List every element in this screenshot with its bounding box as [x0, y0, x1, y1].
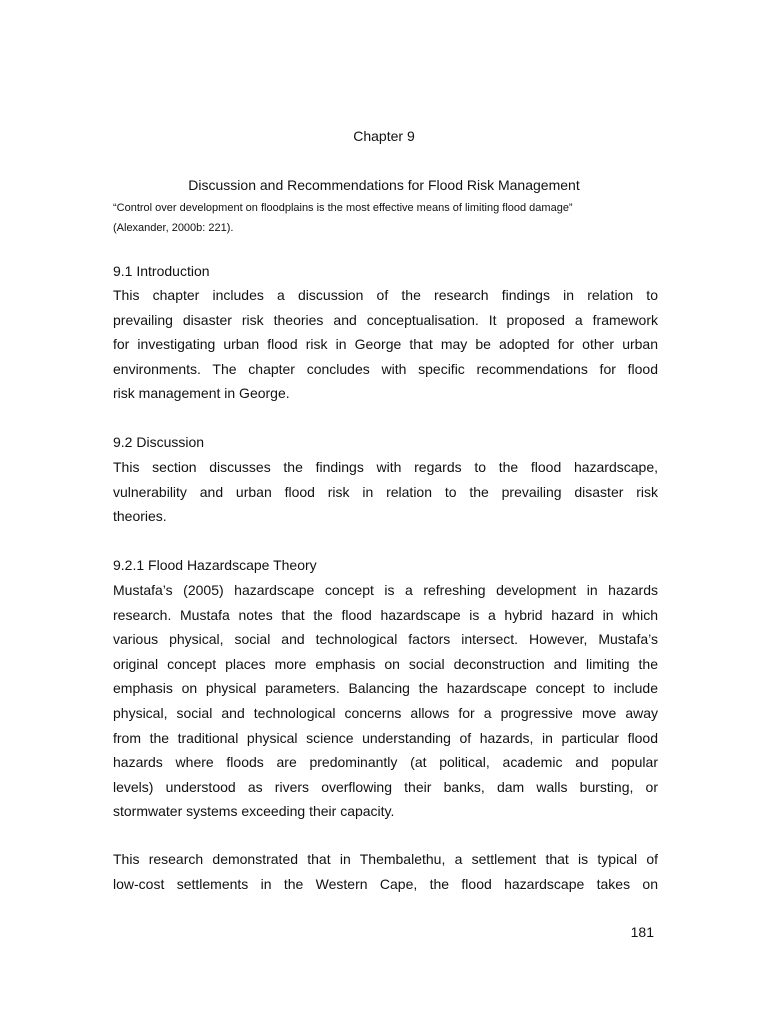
text-line: emphasis on physical parameters. Balancing the hazardscape concept to include: [113, 680, 658, 697]
page-number: 181: [630, 924, 654, 940]
text-line: for investigating urban flood risk in George that may be adopted for other urban: [113, 336, 658, 353]
text-line: vulnerability and urban flood risk in relation to the prevailing disaster risk: [113, 483, 658, 500]
text-line: theories.: [113, 508, 167, 525]
paragraph-hazardscape: [113, 578, 658, 824]
section-heading-discussion: 9.2 Discussion: [113, 434, 205, 450]
text-line: Mustafa’s (2005) hazardscape concept is a refreshing development in hazards: [113, 582, 658, 598]
epigraph-quote: “Control over development on floodplains is the most effective means of limiting flood damage”: [113, 202, 573, 214]
text-line: This chapter includes a discussion of the research findings in relation to: [113, 287, 658, 303]
paragraph-discussion: [113, 455, 658, 529]
text-line: environments. The chapter concludes with specific recommendations for flood: [113, 360, 658, 377]
epigraph-citation: (Alexander, 2000b: 221).: [113, 222, 234, 234]
chapter-label: Chapter 9: [353, 128, 415, 144]
chapter-title: Discussion and Recommendations for Flood Risk Management: [188, 177, 580, 193]
section-heading-hazardscape: 9.2.1 Flood Hazardscape Theory: [113, 557, 317, 573]
section-heading-introduction: 9.1 Introduction: [113, 263, 210, 279]
paragraph-thembalethu: [113, 847, 658, 896]
text-line: low-cost settlements in the Western Cape, the flood hazardscape takes on: [113, 875, 658, 892]
paragraph-introduction: [113, 283, 658, 406]
text-line: levels) understood as rivers overflowing their banks, dam walls bursting, or: [113, 778, 658, 795]
text-line: risk management in George.: [113, 385, 290, 402]
text-line: research. Mustafa notes that the flood hazardscape is a hybrid hazard in which: [113, 606, 658, 623]
text-line: various physical, social and technological factors intersect. However, Mustafa’s: [113, 631, 658, 648]
text-line: prevailing disaster risk theories and conceptualisation. It proposed a framework: [113, 311, 658, 328]
text-line: hazards where floods are predominantly (at political, academic and popular: [113, 754, 658, 771]
text-line: This research demonstrated that in Thembalethu, a settlement that is typical of: [113, 851, 658, 867]
text-line: original concept places more emphasis on social deconstruction and limiting the: [113, 655, 658, 672]
text-line: physical, social and technological concerns allows for a progressive move away: [113, 704, 658, 721]
text-line: stormwater systems exceeding their capacity.: [113, 803, 395, 820]
text-line: from the traditional physical science understanding of hazards, in particular flood: [113, 729, 658, 746]
text-line: This section discusses the findings with regards to the flood hazardscape,: [113, 459, 658, 475]
